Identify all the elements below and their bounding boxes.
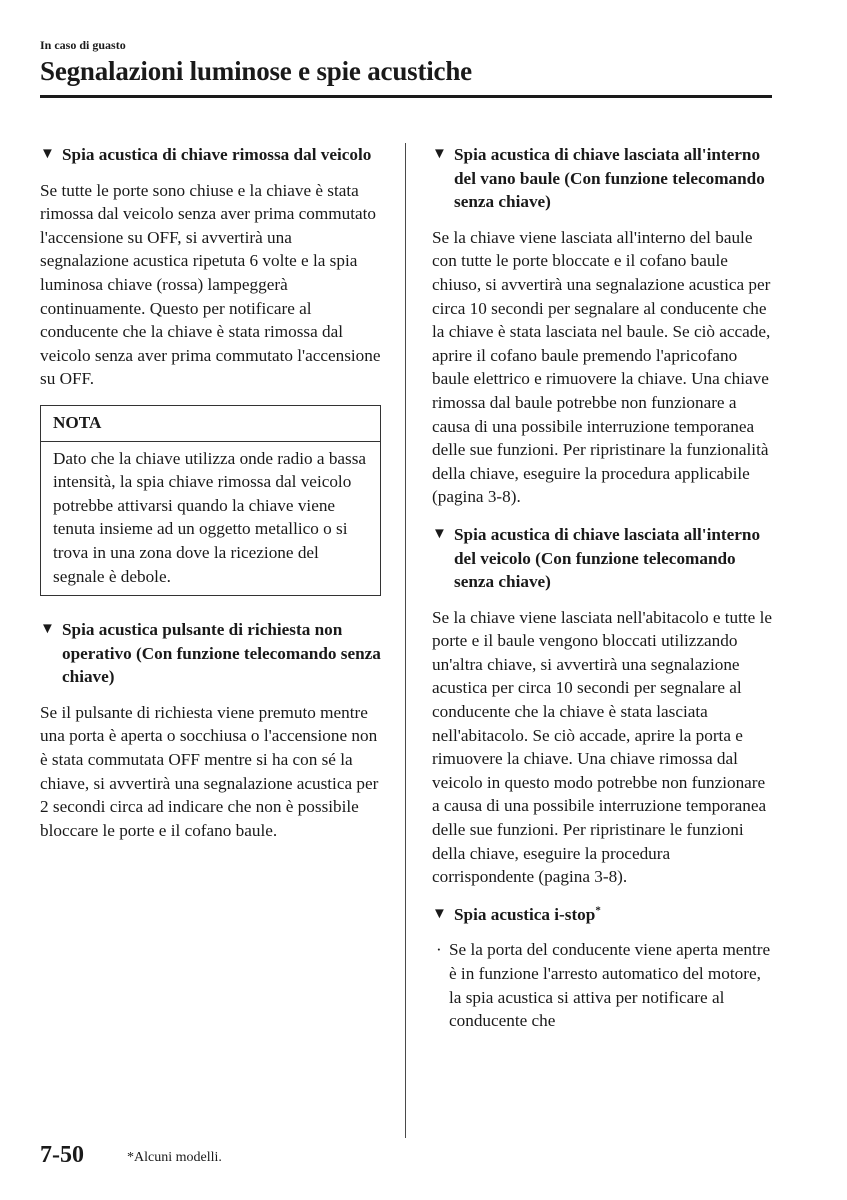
bullet-item xyxy=(432,938,772,1032)
triangle-down-icon: ▼ xyxy=(40,146,55,162)
paragraph-key-in-vehicle: Se la chiave viene lasciata nell'abitacolo e tutte le porte e il baule vengono bloccati utilizzando un'altra chiave, si avvertirà una segnalazione acustica per circa 10 secondi per segnalare al conducente che la chiave è stata lasciata nell'abitacolo. Se ciò accade, aprire la porta e rimuovere la chiave. Una chiave rimossa dal veicolo in questo modo potrebbe non funzionare a causa di una possibile interruzione temporanea delle sue funzioni. Per ripristinare le funzioni della chiave, eseguire la procedura corrispondente (pagina 3-8). xyxy=(432,607,773,887)
heading-key-in-vehicle xyxy=(432,523,772,594)
heading-text: Spia acustica i-stop xyxy=(454,904,596,924)
page-title: Segnalazioni luminose e spie acustiche xyxy=(40,56,472,86)
heading-text: Spia acustica di chiave lasciata all'interno del veicolo (Con funzione telecomando senza chiave) xyxy=(454,524,761,592)
heading-key-in-trunk xyxy=(432,143,772,214)
note-box xyxy=(40,405,381,596)
heading-text: Spia acustica di chiave lasciata all'interno del vano baule (Con funzione telecomando senza chiave) xyxy=(454,145,765,212)
triangle-down-icon: ▼ xyxy=(432,146,447,162)
asterisk-mark: * xyxy=(595,904,601,917)
bullet-dot-icon: · xyxy=(436,940,442,960)
column-divider xyxy=(405,143,406,1138)
triangle-down-icon: ▼ xyxy=(432,905,447,922)
triangle-down-icon: ▼ xyxy=(40,621,55,638)
left-column xyxy=(40,143,381,856)
paragraph-key-in-trunk: Se la chiave viene lasciata all'interno del baule con tutte le porte bloccate e il cofano baule chiuso, si avvertirà una segnalazione acustica per circa 10 secondi per segnalare al conducente che la chiave è stata lasciata nel baule. Se ciò accade, aprire il cofano baule premendo l'apricofano baule elettrico e rimuovere la chiave. Una chiave rimossa dal baule potrebbe non funzionare a causa di una possibile interruzione temporanea delle sue funzioni. Per ripristinare la funzionalità della chiave, eseguire la procedura applicabile (pagina 3-8). xyxy=(432,227,771,507)
note-title: NOTA xyxy=(41,406,380,442)
note-body: Dato che la chiave utilizza onde radio a bassa intensità, la spia chiave rimossa dal veicolo potrebbe attivarsi quando la chiave viene tenuta insieme ad un oggetto metallico o si trova in una zona dove la ricezione del segnale è debole. xyxy=(53,448,367,586)
footnote: *Alcuni modelli. xyxy=(127,1150,222,1165)
heading-i-stop xyxy=(432,903,772,927)
triangle-down-icon: ▼ xyxy=(432,525,447,542)
section-label: In caso di guasto xyxy=(40,38,126,52)
paragraph-key-removed: Se tutte le porte sono chiuse e la chiave è stata rimossa dal veicolo senza aver prima commutato l'accensione su OFF, si avvertirà una segnalazione acustica ripetuta 6 volte e la spia luminosa chiave (rossa) lampeggerà continuamente. Questo per notificare al conducente che la chiave è stata rimossa dal veicolo senza aver prima commutato l'accensione su OFF. xyxy=(40,180,381,389)
heading-text: Spia acustica pulsante di richiesta non operativo (Con funzione telecomando senza chiave) xyxy=(62,620,381,687)
heading-key-removed xyxy=(40,143,381,167)
paragraph-request-switch: Se il pulsante di richiesta viene premuto mentre una porta è aperta o socchiusa o l'accensione non è stata commutata OFF mentre si ha con sé la chiave, si avvertirà una segnalazione acustica per 2 secondi circa ad indicare che non è possibile bloccare le porte e il cofano baule. xyxy=(40,702,379,840)
heading-request-switch xyxy=(40,618,381,689)
heading-text: Spia acustica di chiave rimossa dal veicolo xyxy=(62,145,372,164)
page-number: 7-50 xyxy=(40,1142,84,1168)
right-column xyxy=(432,143,772,1033)
title-rule xyxy=(40,95,772,98)
bullet-text: Se la porta del conducente viene aperta mentre è in funzione l'arresto automatico del motore, la spia acustica si attiva per notificare al conducente che xyxy=(449,940,771,1031)
